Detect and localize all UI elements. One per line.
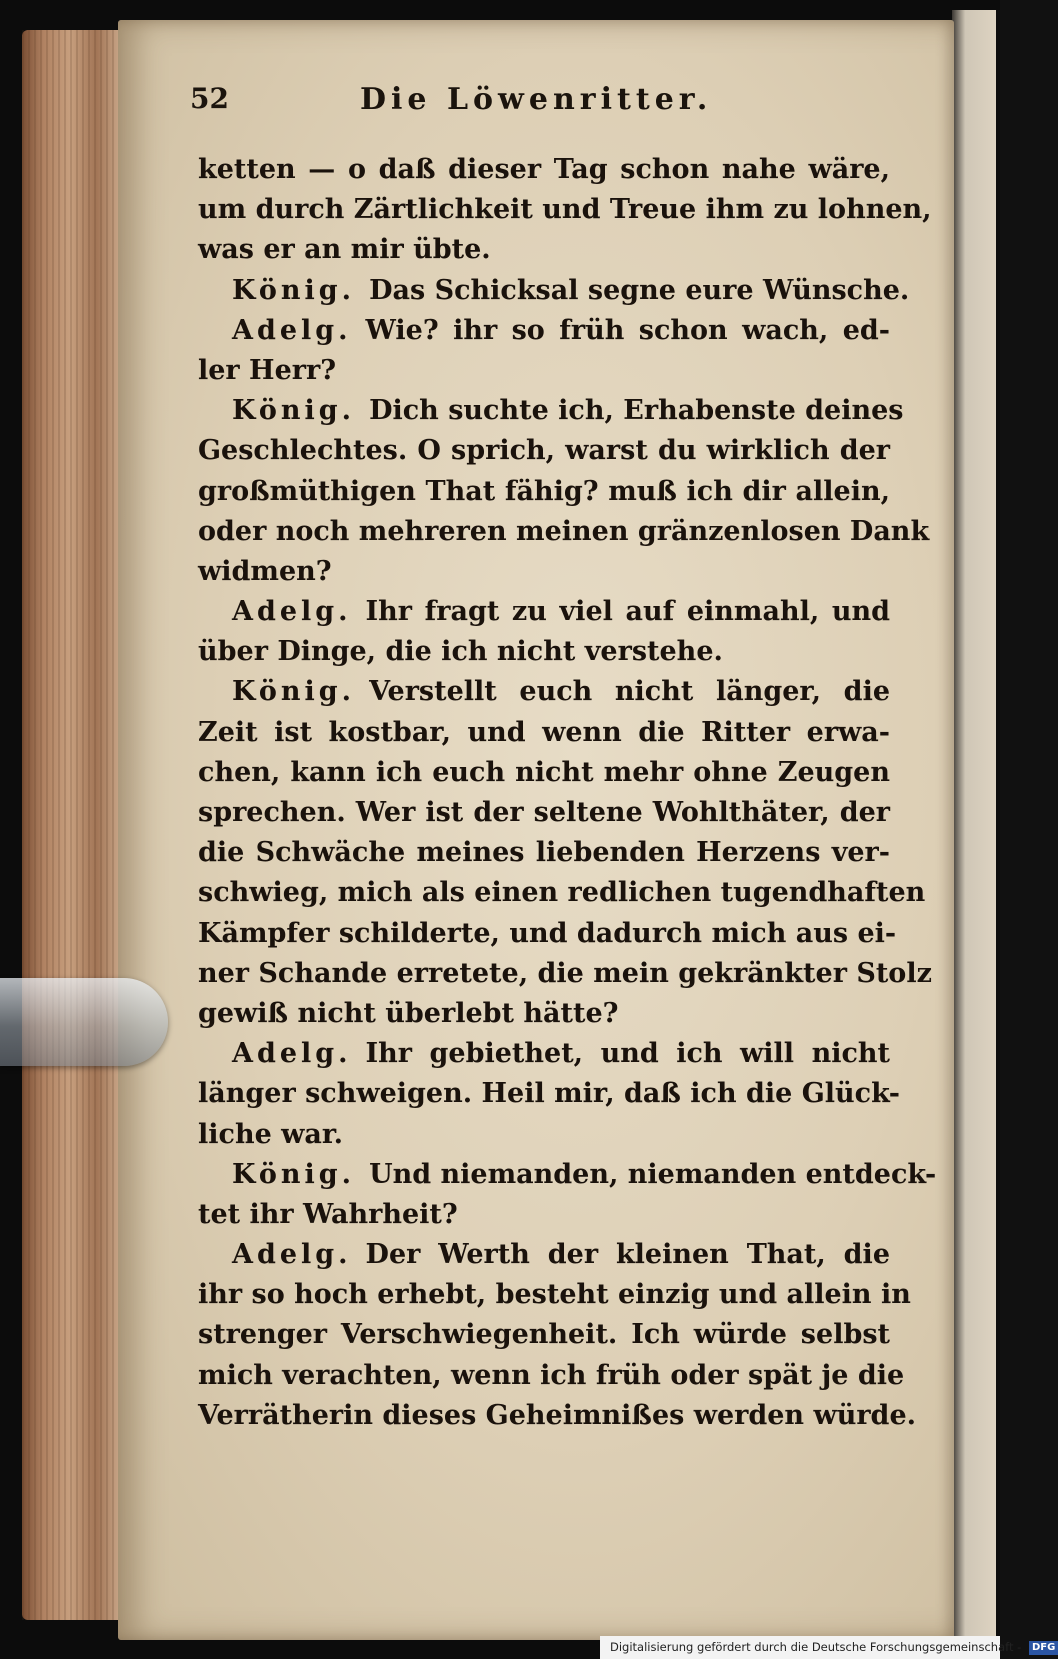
text-line: [198, 1155, 937, 1195]
line-text: Ihr fragt zu viel auf einmahl, und: [365, 596, 890, 628]
text-line: [198, 311, 890, 351]
text-line: [198, 1074, 900, 1114]
text-line: [198, 1396, 917, 1436]
line-text: Wie? ihr so früh schon wach, ed-: [365, 314, 890, 346]
line-text: Verrätherin dieses Geheimnißes werden würde.: [198, 1399, 917, 1431]
line-text: oder noch mehreren meinen gränzenlosen Dank: [198, 515, 930, 547]
text-line: [198, 632, 890, 672]
speaker-name: König.: [232, 1158, 356, 1190]
line-text: sprechen. Wer ist der seltene Wohlthäter, der: [198, 797, 890, 828]
line-text: ketten — o daß dieser Tag schon nahe wäre,: [198, 154, 890, 185]
text-line: [198, 592, 890, 632]
speaker-name: Adelg.: [232, 314, 352, 346]
line-text: Geschlechtes. O sprich, warst du wirklich der: [198, 435, 890, 467]
line-text: länger schweigen. Heil mir, daß ich die Glück-: [198, 1078, 900, 1110]
text-line: [198, 512, 930, 552]
text-line: [198, 552, 890, 592]
line-text: tet ihr Wahrheit?: [198, 1198, 458, 1230]
line-text: schwieg, mich als einen redlichen tugendhaften: [198, 877, 926, 909]
text-line: [198, 753, 890, 793]
text-line: [198, 391, 904, 431]
line-text: strenger Verschwiegenheit. Ich würde selbst: [198, 1319, 890, 1351]
line-text: Dich suchte ich, Erhabenste deines: [369, 395, 904, 427]
line-text: widmen?: [198, 555, 332, 587]
line-text: ler Herr?: [198, 354, 337, 386]
speaker-name: König.: [232, 274, 356, 306]
speaker-name: Adelg.: [232, 1038, 352, 1070]
line-text: Zeit ist kostbar, und wenn die Ritter erwa-: [198, 716, 890, 748]
footer-credit: Digitalisierung gefördert durch die Deutsche Forschungsgemeinschaft -: [610, 1640, 1022, 1654]
line-text: gewiß nicht überlebt hätte?: [198, 997, 619, 1029]
line-text: Verstellt euch nicht länger, die: [369, 676, 890, 708]
line-text: Der Werth der kleinen That, die: [365, 1239, 890, 1271]
text-line: [198, 1195, 890, 1235]
text-line: [198, 1275, 911, 1315]
text-line: [198, 271, 910, 311]
text-line: [198, 1034, 890, 1074]
text-line: [198, 1235, 890, 1275]
text-line: [198, 190, 932, 230]
line-text: Kämpfer schilderte, und dadurch mich aus ei-: [198, 917, 897, 949]
text-line: [198, 672, 890, 712]
facing-page-edge: [952, 10, 996, 1638]
speaker-name: Adelg.: [232, 1239, 352, 1271]
line-text: was er an mir übte.: [198, 234, 491, 266]
text-line: [198, 954, 932, 994]
text-line: [198, 351, 890, 391]
page-header: [190, 82, 950, 122]
line-text: liche war.: [198, 1118, 344, 1150]
line-text: Das Schicksal segne eure Wünsche.: [369, 274, 910, 306]
dfg-logo: DFG: [1029, 1641, 1058, 1655]
line-text: die Schwäche meines liebenden Herzens ver-: [198, 837, 890, 869]
line-text: Ihr gebiethet, und ich will nicht: [365, 1038, 890, 1070]
bookmark-clip: [0, 978, 168, 1066]
text-line: [198, 230, 890, 270]
text-line: [198, 1315, 890, 1355]
text-line: [198, 833, 890, 873]
line-text: mich verachten, wenn ich früh oder spät je die: [198, 1359, 905, 1391]
text-line: [198, 793, 890, 833]
text-line: [198, 472, 890, 512]
line-text: um durch Zärtlichkeit und Treue ihm zu lohnen,: [198, 194, 932, 226]
text-line: [198, 1356, 905, 1396]
text-line: [198, 431, 890, 471]
line-text: über Dinge, die ich nicht verstehe.: [198, 636, 723, 668]
running-head: Die Löwenritter.: [360, 82, 713, 117]
line-text: ihr so hoch erhebt, besteht einzig und allein in: [198, 1279, 911, 1311]
speaker-name: König.: [232, 676, 356, 708]
page-number: 52: [190, 82, 229, 115]
text-line: [198, 713, 890, 753]
speaker-name: König.: [232, 395, 356, 427]
digitization-footer: [600, 1636, 1056, 1659]
text-line: [198, 994, 890, 1034]
line-text: Und niemanden, niemanden entdeck-: [369, 1158, 937, 1190]
line-text: chen, kann ich euch nicht mehr ohne Zeugen: [198, 756, 890, 788]
line-text: großmüthigen That fähig? muß ich dir allein,: [198, 475, 890, 507]
speaker-name: Adelg.: [232, 596, 352, 628]
text-line: [198, 914, 897, 954]
text-line: [198, 1115, 890, 1155]
line-text: ner Schande erretete, die mein gekränkter Stolz: [198, 957, 932, 989]
text-line: [198, 150, 890, 190]
page-body-text: [198, 150, 937, 1436]
text-line: [198, 873, 926, 913]
